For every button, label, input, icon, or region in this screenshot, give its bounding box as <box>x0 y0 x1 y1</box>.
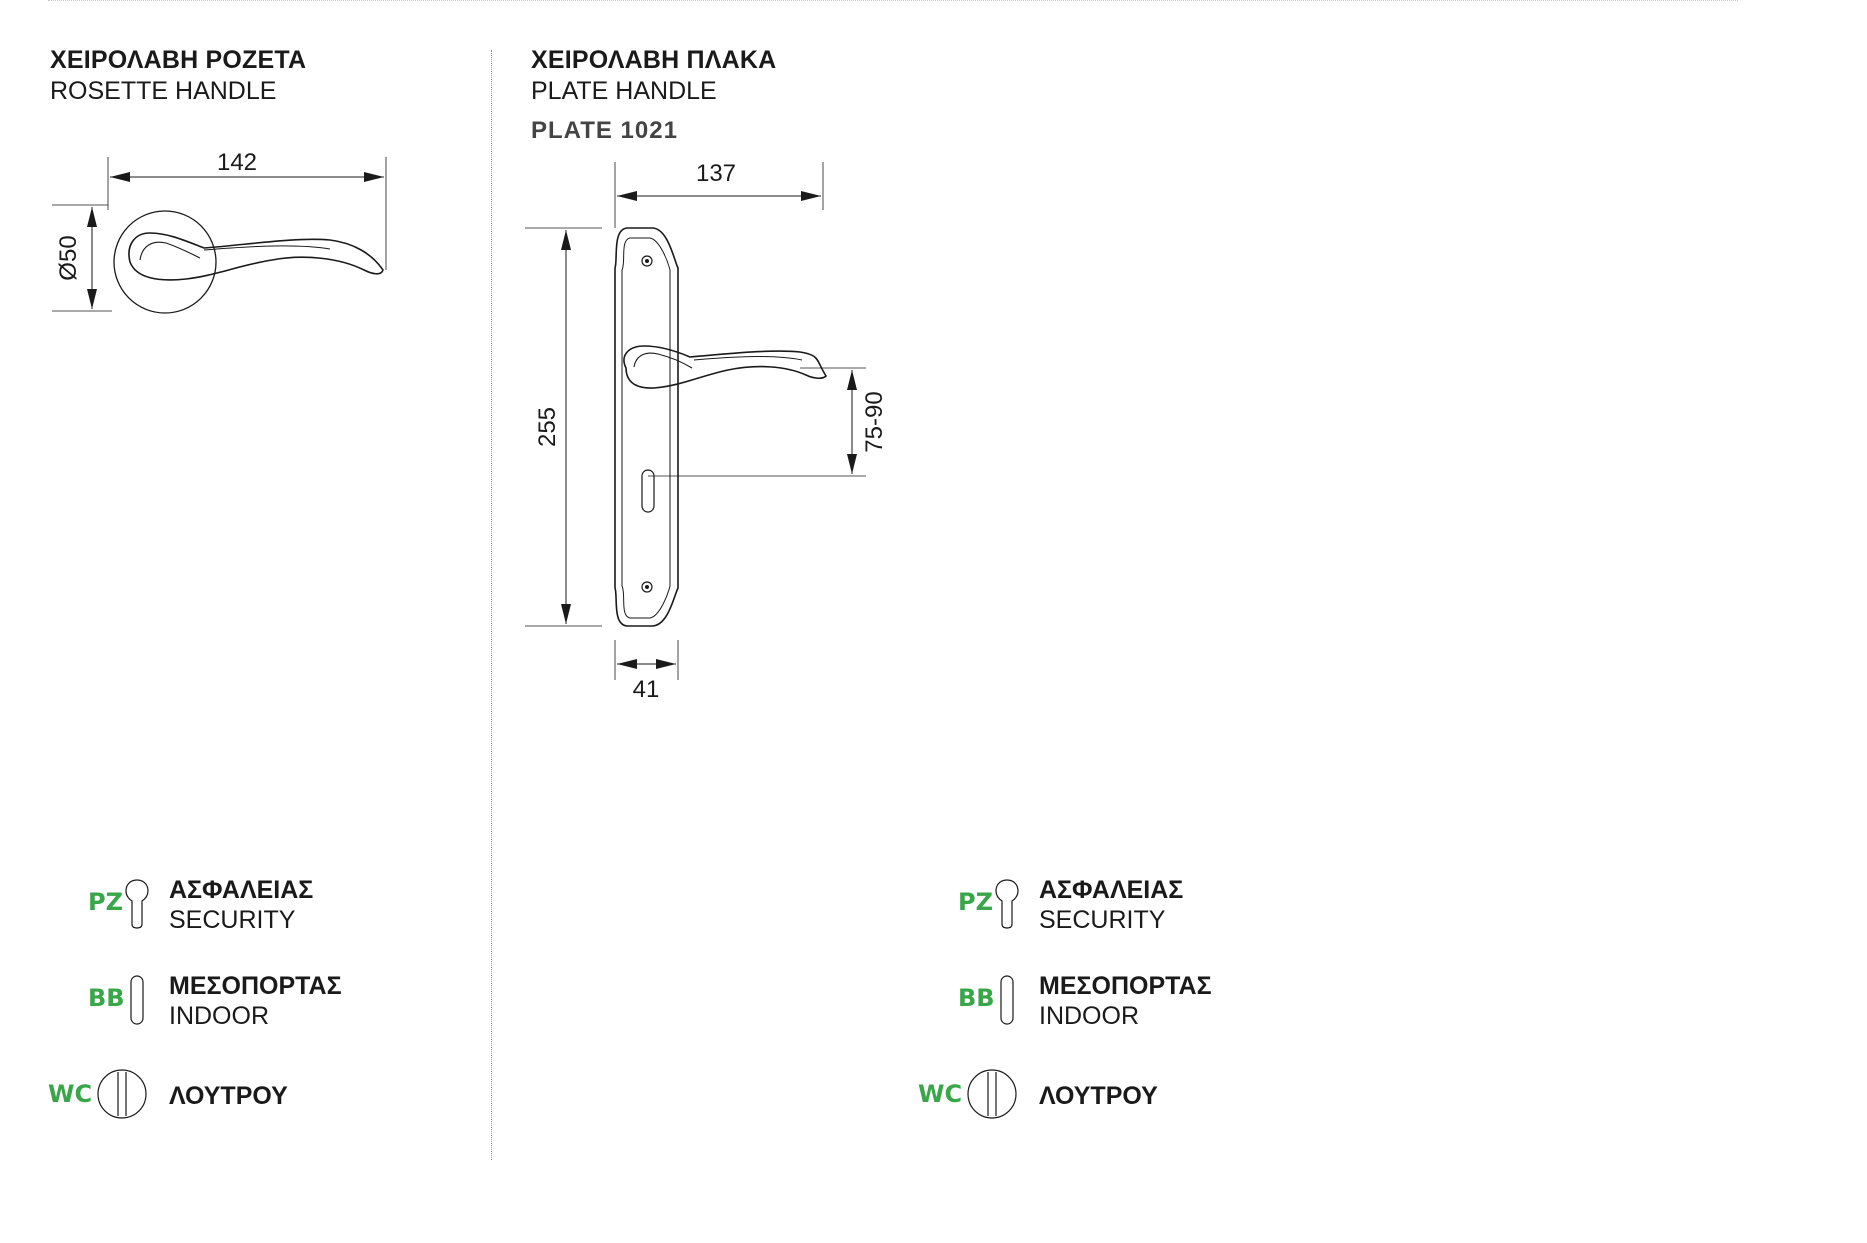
legend-item-wc <box>0 1066 420 1122</box>
plate-lever <box>624 346 826 388</box>
euro-cylinder-icon <box>994 878 1020 930</box>
rosette-handle-drawing <box>52 157 386 313</box>
rosette-diameter-label: Ø50 <box>55 235 82 281</box>
legend-label-en: INDOOR <box>169 1002 269 1030</box>
legend-code: WC <box>918 1080 963 1108</box>
euro-cylinder-icon <box>124 878 150 930</box>
plate-width-label: 41 <box>632 676 660 703</box>
legend-label-en: SECURITY <box>1039 906 1166 934</box>
legend-item-pz <box>0 874 420 934</box>
legend-code: PZ <box>88 888 123 916</box>
rosette-length-label: 142 <box>216 149 258 176</box>
wc-turn-icon <box>96 1068 148 1120</box>
legend-label-en: INDOOR <box>1039 1002 1139 1030</box>
plate-center-distance-label: 75-90 <box>861 391 888 453</box>
legend-code: BB <box>88 984 125 1012</box>
plate-model: PLATE 1021 <box>531 117 678 144</box>
bb-slot-icon <box>128 974 146 1026</box>
plate-title-en: PLATE HANDLE <box>531 77 717 105</box>
plate-height-label: 255 <box>534 406 561 448</box>
legend-label-gr: ΜΕΣΟΠΟΡΤΑΣ <box>1039 972 1212 1000</box>
bb-slot-icon <box>998 974 1016 1026</box>
rosette-lever <box>129 233 383 280</box>
legend-code: PZ <box>958 888 993 916</box>
legend-label-gr: ΑΣΦΑΛΕΙΑΣ <box>1039 876 1184 904</box>
plate-outline <box>615 228 678 626</box>
rosette-title-en: ROSETTE HANDLE <box>50 77 277 105</box>
plate-title-gr: ΧΕΙΡΟΛΑΒΗ ΠΛΑΚΑ <box>531 46 777 74</box>
legend-item-bb <box>870 970 1290 1030</box>
legend-item-pz <box>870 874 1290 934</box>
legend-label-en: SECURITY <box>169 906 296 934</box>
legend-label-gr: ΛΟΥΤΡΟΥ <box>169 1082 288 1110</box>
legend-code: BB <box>958 984 995 1012</box>
legend-label-gr: ΑΣΦΑΛΕΙΑΣ <box>169 876 314 904</box>
plate-length-label: 137 <box>695 160 737 187</box>
legend-code: WC <box>48 1080 93 1108</box>
rosette-title-gr: ΧΕΙΡΟΛΑΒΗ ΡΟΖΕΤΑ <box>50 46 307 74</box>
legend-label-gr: ΜΕΣΟΠΟΡΤΑΣ <box>169 972 342 1000</box>
wc-turn-icon <box>966 1068 1018 1120</box>
legend-label-gr: ΛΟΥΤΡΟΥ <box>1039 1082 1158 1110</box>
plate-handle-drawing <box>525 162 866 680</box>
legend-item-bb <box>0 970 420 1030</box>
legend-item-wc <box>870 1066 1290 1122</box>
